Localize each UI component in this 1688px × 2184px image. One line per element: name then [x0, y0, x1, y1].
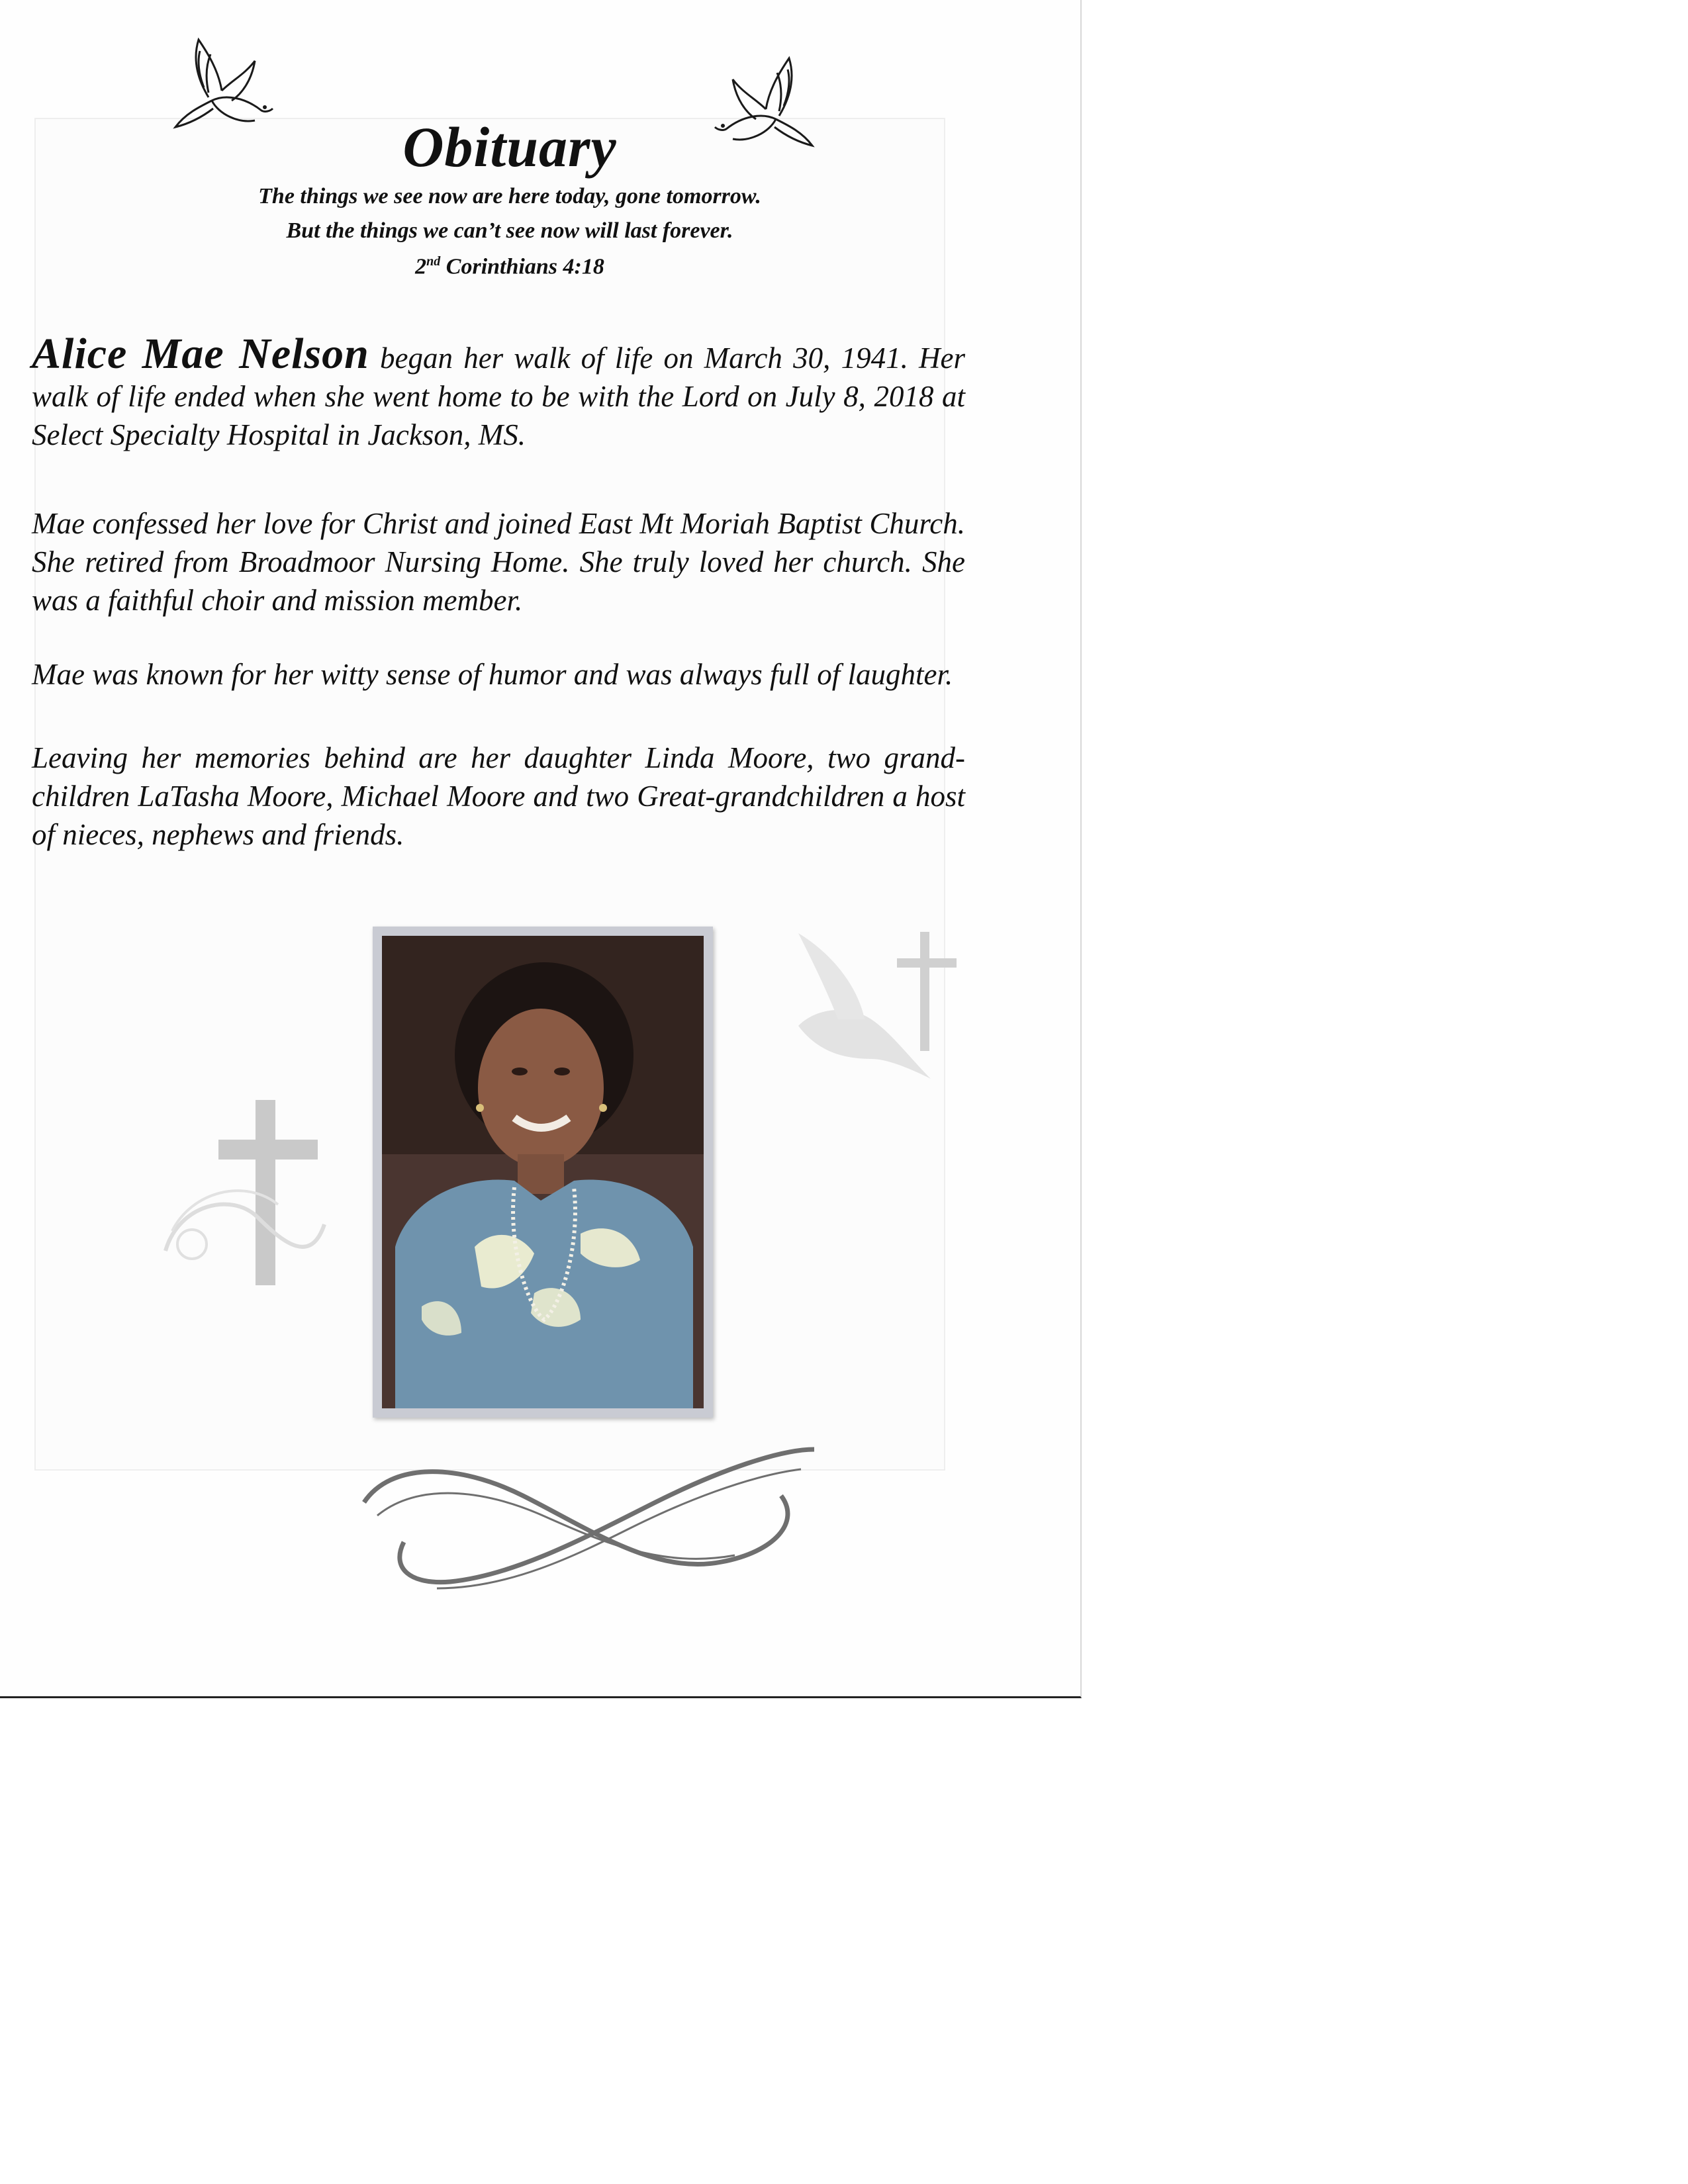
cross-icon: [887, 925, 966, 1058]
verse-ref-book: Corinthians 4:18: [445, 254, 604, 279]
page-title: Obituary: [402, 115, 617, 179]
portrait-frame: [373, 927, 713, 1418]
verse-line: The things we see now are here today, gone tomorrow.: [258, 184, 761, 208]
portrait-illustration: [382, 936, 704, 1408]
obituary-paragraph: Mae was known for her witty sense of humor and was always full of laughter.: [32, 658, 953, 691]
obituary-paragraph: Leaving her memories behind are her daughter Linda Moore, two grand-children LaTasha Moore, Michael Moore and two Great-grandchildren a host of nieces, nephews and friends.: [32, 741, 965, 851]
swirl-ornament-icon: [152, 1152, 338, 1284]
obituary-paragraph: [32, 330, 965, 454]
verse-line: But the things we can’t see now will last forever.: [286, 218, 733, 243]
obituary-paragraph: Mae confessed her love for Christ and joined East Mt Moriah Baptist Church. She retired from Broadmoor Nursing Home. She truly loved her church. She was a faithful choir and mission member.: [32, 507, 965, 617]
paragraph-text: began her walk of life on March 30, 1941. Her walk of life ended when she went home to be with the Lord on July 8, 2018 at Select Specialty Hospital in Jackson, MS.: [32, 341, 965, 451]
verse-reference: [165, 254, 854, 279]
verse-ref-number: 2: [415, 254, 427, 279]
program-page: [0, 0, 1082, 1698]
dove-icon: [172, 34, 278, 134]
portrait-photo: [382, 936, 704, 1408]
verse-ref-suffix: nd: [426, 254, 441, 269]
flourish-icon: [351, 1423, 827, 1621]
deceased-name: Alice Mae Nelson: [32, 330, 369, 378]
